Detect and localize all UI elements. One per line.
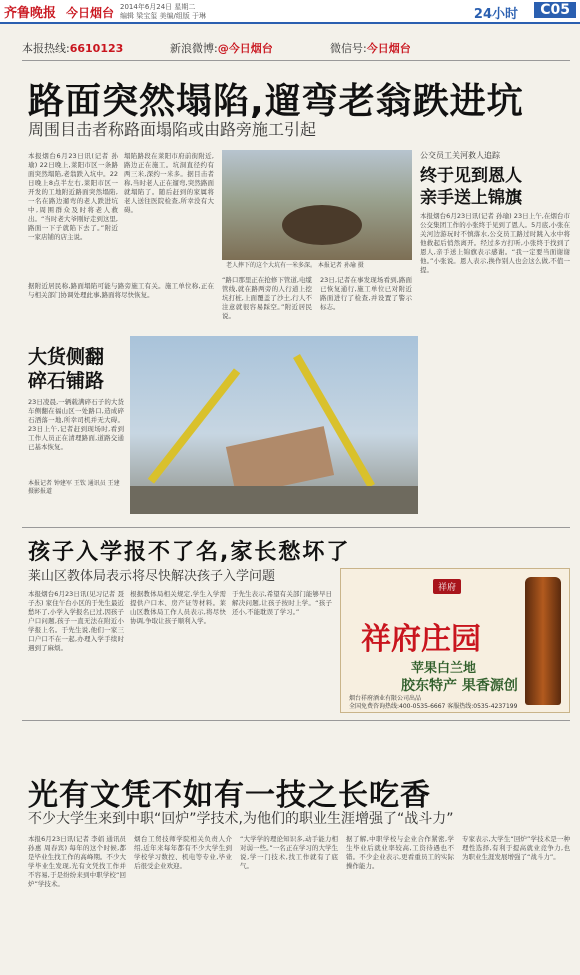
story3-col1: 本报烟台6月23日讯(见习记者 聂子杰) 家住午台小区的于先生最近愁坏了,小学入学报名已过,因孩子户口问题,孩子一直无法在附近小学报上名。于先生说,他们一家三口户口不在一起,办理入学手续时遇到了麻烦。	[28, 590, 124, 652]
box-kicker: 公交员工关河救人追踪	[420, 151, 500, 160]
story3-headline: 孩子入学报不了名,家长愁坏了	[28, 540, 351, 565]
road	[130, 486, 418, 514]
story1-col1: 本报烟台6月23日讯(记者 孙瑜) 22日晚上,莱阳市区一条路面突然塌陷,老翁跌入坑中。22日晚上8点半左右,莱阳市区一开发的工地附近路面突然塌陷,一名在路边遛弯的老人跌进坑中,周围群众及时将老人救出。“当时老大爷刚好走到这里,路面一下子就陷下去了。”附近一家店铺的店主说。	[28, 152, 118, 241]
ad-slogan: 胶东特产 果香源创	[401, 678, 518, 694]
crane-arm-left	[148, 368, 240, 483]
story1-col3: 据附近居民称,路面塌陷可能与路旁施工有关。施工单位称,正在与相关部门协调处理此事,路面将尽快恢复。	[28, 282, 214, 299]
ad-brand: 祥府庄园	[361, 622, 481, 657]
story4-headline: 光有文凭不如有一技之长吃香	[28, 778, 431, 813]
story2-headline: 大货侧翻 碎石铺路	[28, 346, 105, 392]
story1-col4: “路口那里正在抢修下管道,电缆管线,就在路两旁的人行道上挖坑打桩,上面覆盖了沙土,行人不注意就很容易踩空。”附近居民说。	[222, 276, 312, 320]
story3-col2: 根据教体局相关规定,学生入学需提供户口本、房产证等材料。莱山区教体局工作人员表示,将尽快协调,争取让孩子顺利入学。	[130, 590, 226, 625]
story4-col3: “大学学的理论知识多,动手能力相对弱一些。”一名正在学习的大学生说,学一门技术,找工作就有了底气。	[240, 835, 338, 870]
ad-company: 烟台祥府酒业有限公司出品	[349, 695, 422, 702]
newspaper-logo: 齐鲁晚报	[4, 6, 57, 21]
story1-col5: 23日,记者在事发现场看到,路面已恢复通行,施工单位已对附近路面进行了检查,并设置了警示标志。	[320, 276, 412, 311]
brandy-bottle-image	[525, 577, 561, 705]
story4-col2: 烟台工贸技师学院相关负责人介绍,近年来每年都有不少大学生到学校学习数控、机电等专业,毕业后很受企业欢迎。	[134, 835, 232, 870]
wechat	[330, 40, 411, 56]
story4-subtitle: 不少大学生来到中职“回炉”学技术,为他们的职业生涯增强了“战斗力”	[28, 811, 454, 827]
story3-col3: 于先生表示,希望有关部门能够早日解决问题,让孩子按时上学。“孩子还小,不能耽误了学习。”	[232, 590, 332, 616]
editors-text: 编辑 梁宝玺 美编/组版 于琳	[120, 12, 207, 20]
hotline-number: 6610123	[69, 42, 124, 55]
wechat-label: 微信号:	[330, 42, 367, 55]
ad-hotline: 全国免费咨询热线:400-0535-6667 客服热线:0535-4237199	[349, 703, 518, 710]
ad-badge: 祥府	[433, 579, 461, 594]
box-title: 终于见到恩人 亲手送上锦旗	[420, 166, 522, 208]
sinkhole	[282, 205, 362, 245]
wechat-handle: 今日烟台	[366, 42, 411, 55]
story4-col4: 据了解,中职学校与企业合作紧密,学生毕业后就业率较高,工资待遇也不错。不少企业表示,更看重员工的实际操作能力。	[346, 835, 454, 870]
divider	[22, 527, 570, 528]
story2-body: 23日凌晨,一辆载满碎石子的大货车侧翻在福山区一处路口,造成碎石洒落一地,所幸司机并无大碍。23日上午,记者赶到现场时,看到工作人员正在清理路面,道路交通已基本恢复。	[28, 398, 124, 451]
story1-subtitle: 周围目击者称路面塌陷或由路旁施工引起	[28, 120, 317, 139]
story1-photo-caption: 老人摔下的这个大坑有一米多深。 本报记者 孙瑜 摄	[226, 262, 364, 269]
story1-col2: 塌陷路段在莱阳市府前街附近,路边正在施工。坑洞直径约有两三米,深约一米多。据目击者称,当时老人正在遛弯,突然路面就塌陷了。随后赶到的家属将老人送往医院检查,所幸没有大碍。	[124, 152, 214, 214]
weibo	[170, 40, 273, 56]
story4-col1: 本报6月23日讯(记者 李娟 通讯员 孙惠 周春宾) 每年的这个时候,都是毕业生找工作的高峰期。不少大学毕业生发现,光有文凭找工作并不容易,于是纷纷来到中职学校“回炉”学技术。	[28, 835, 126, 888]
story1-headline: 路面突然塌陷,遛弯老翁跌进坑	[28, 81, 524, 122]
page-number: C05	[534, 2, 576, 18]
story2-byline: 本报记者 钟建军 王钦 通讯员 王建 摄影报道	[28, 480, 120, 495]
ad-product: 苹果白兰地	[411, 661, 477, 676]
truck-crane-photo	[130, 336, 418, 514]
weibo-handle: @今日烟台	[217, 42, 273, 55]
sinkhole-photo	[222, 150, 412, 260]
section-label: 24小时	[473, 7, 518, 22]
hotline-label: 本报热线:	[22, 42, 70, 55]
divider	[22, 60, 570, 61]
story4-col5: 专家表示,大学生“回炉”学技术是一种理性选择,有利于提高就业竞争力,也为职业生涯发展增强了“战斗力”。	[462, 835, 570, 861]
edition-name: 今日烟台	[66, 6, 115, 20]
weibo-label: 新浪微博:	[170, 42, 218, 55]
divider	[22, 720, 570, 721]
advertisement	[340, 568, 570, 713]
hotline	[22, 40, 123, 56]
date-line	[120, 3, 206, 21]
date-text: 2014年6月24日 星期二	[120, 3, 196, 11]
story3-subtitle: 莱山区教体局表示将尽快解决孩子入学问题	[28, 569, 276, 584]
box-body: 本报烟台6月23日讯(记者 孙瑜) 23日上午,在烟台市公交集团工作的小张终于见到了恩人。5月底,小张在关河边游玩时不慎落水,公交员工路过时跳入水中将他救起后悄然离开。经过多方打听,小张终于找到了恩人,亲手送上锦旗表示感谢。“我一定要当面谢谢他。”小张说。恩人表示,换作别人也会这么做,不值一提。	[420, 212, 570, 274]
